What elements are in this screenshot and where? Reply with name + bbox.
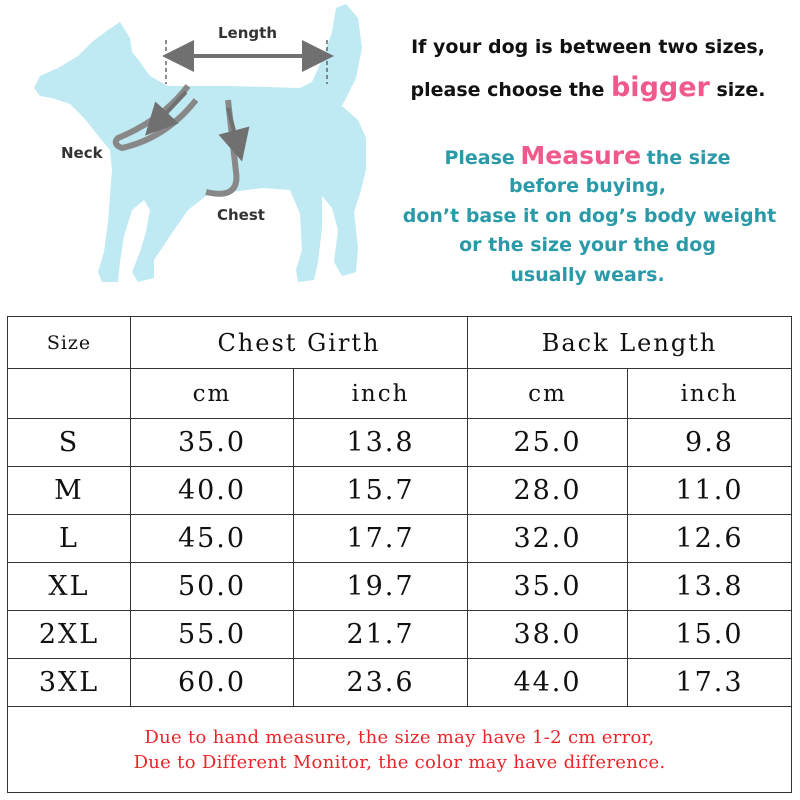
chest-inch-cell: 13.8: [294, 419, 468, 467]
measure-note-line2: before buying,: [508, 175, 667, 197]
between-sizes-suffix: size.: [716, 79, 766, 101]
back-cm-cell: 28.0: [468, 467, 628, 515]
back-inch-cell: 17.3: [628, 659, 792, 707]
table-row: [8, 611, 792, 659]
back-inch-cell: 15.0: [628, 611, 792, 659]
table-units-row: [8, 369, 792, 419]
chest-cm-cell: 45.0: [131, 515, 294, 563]
chest-cm-cell: 35.0: [131, 419, 294, 467]
back-inch-cell: 11.0: [628, 467, 792, 515]
size-cell: 2XL: [8, 611, 131, 659]
chest-inch-cell: 19.7: [294, 563, 468, 611]
back-inch-unit: inch: [628, 369, 792, 419]
size-cell: L: [8, 515, 131, 563]
size-header: Size: [8, 317, 131, 369]
bigger-highlight: bigger: [610, 72, 710, 103]
size-chart-table: [7, 316, 792, 793]
footnote-line2: Due to Different Monitor, the color may have difference.: [133, 751, 666, 773]
back-inch-cell: 9.8: [628, 419, 792, 467]
between-sizes-note-line1: If your dog is between two sizes,: [411, 36, 765, 58]
table-header-row: [8, 317, 792, 369]
footnote-cell: [8, 707, 792, 793]
chest-cm-cell: 60.0: [131, 659, 294, 707]
measure-suffix: the size: [646, 147, 731, 169]
measure-note-line4: or the size your the dog: [459, 234, 716, 256]
size-cell: 3XL: [8, 659, 131, 707]
chest-cm-cell: 40.0: [131, 467, 294, 515]
chest-inch-unit: inch: [294, 369, 468, 419]
footnote-line1: Due to hand measure, the size may have 1-2 cm error,: [144, 726, 655, 748]
neck-label: Neck: [61, 144, 103, 162]
back-cm-cell: 44.0: [468, 659, 628, 707]
size-cell: M: [8, 467, 131, 515]
back-cm-cell: 32.0: [468, 515, 628, 563]
measure-note-line5: usually wears.: [510, 264, 665, 286]
chest-inch-cell: 21.7: [294, 611, 468, 659]
table-row: [8, 515, 792, 563]
back-cm-cell: 25.0: [468, 419, 628, 467]
table-row: [8, 563, 792, 611]
size-cell: S: [8, 419, 131, 467]
dog-measurement-illustration: [0, 0, 400, 300]
table-row: [8, 467, 792, 515]
measure-note-line3: don’t base it on dog’s body weight: [402, 205, 777, 227]
back-inch-cell: 12.6: [628, 515, 792, 563]
chest-label: Chest: [217, 206, 265, 224]
chest-cm-cell: 50.0: [131, 563, 294, 611]
chest-inch-cell: 23.6: [294, 659, 468, 707]
back-cm-cell: 35.0: [468, 563, 628, 611]
table-row: [8, 419, 792, 467]
back-cm-unit: cm: [468, 369, 628, 419]
chest-girth-header: Chest Girth: [131, 317, 468, 369]
table-footnote-row: [8, 707, 792, 793]
back-length-header: Back Length: [468, 317, 792, 369]
table-row: [8, 659, 792, 707]
chest-cm-cell: 55.0: [131, 611, 294, 659]
back-inch-cell: 13.8: [628, 563, 792, 611]
back-cm-cell: 38.0: [468, 611, 628, 659]
measure-prefix: Please: [444, 147, 515, 169]
between-sizes-note-line2: [403, 72, 773, 103]
units-empty-cell: [8, 369, 131, 419]
measure-highlight: Measure: [520, 141, 642, 170]
length-label: Length: [218, 24, 277, 42]
chest-inch-cell: 15.7: [294, 467, 468, 515]
chest-cm-unit: cm: [131, 369, 294, 419]
chest-inch-cell: 17.7: [294, 515, 468, 563]
size-cell: XL: [8, 563, 131, 611]
between-sizes-prefix: please choose the: [410, 79, 605, 101]
measure-note-line1: [400, 141, 775, 170]
dog-silhouette-icon: [0, 0, 400, 300]
